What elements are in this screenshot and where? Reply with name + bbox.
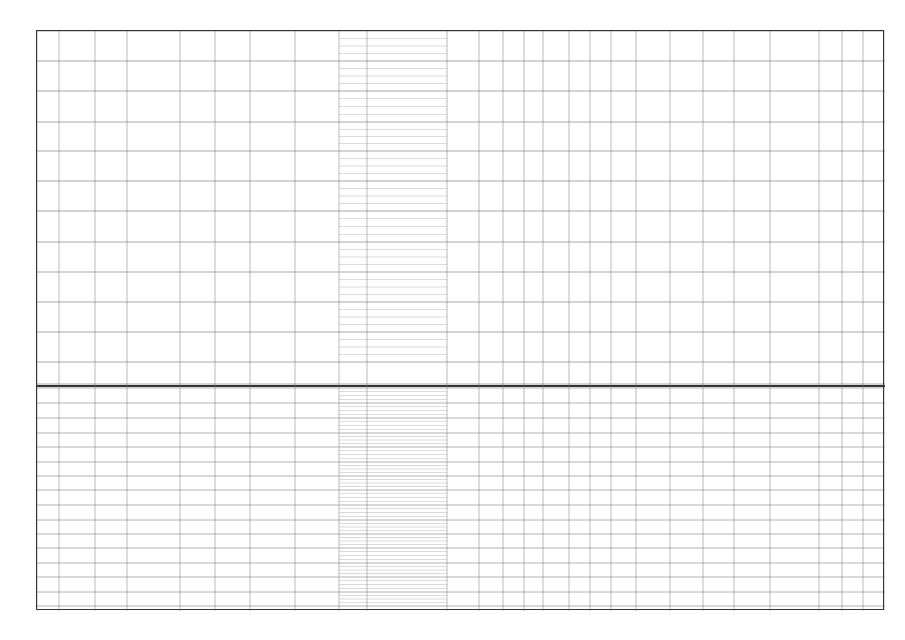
section-separator bbox=[37, 385, 885, 387]
register-table bbox=[36, 30, 884, 610]
table-grid bbox=[37, 31, 885, 611]
